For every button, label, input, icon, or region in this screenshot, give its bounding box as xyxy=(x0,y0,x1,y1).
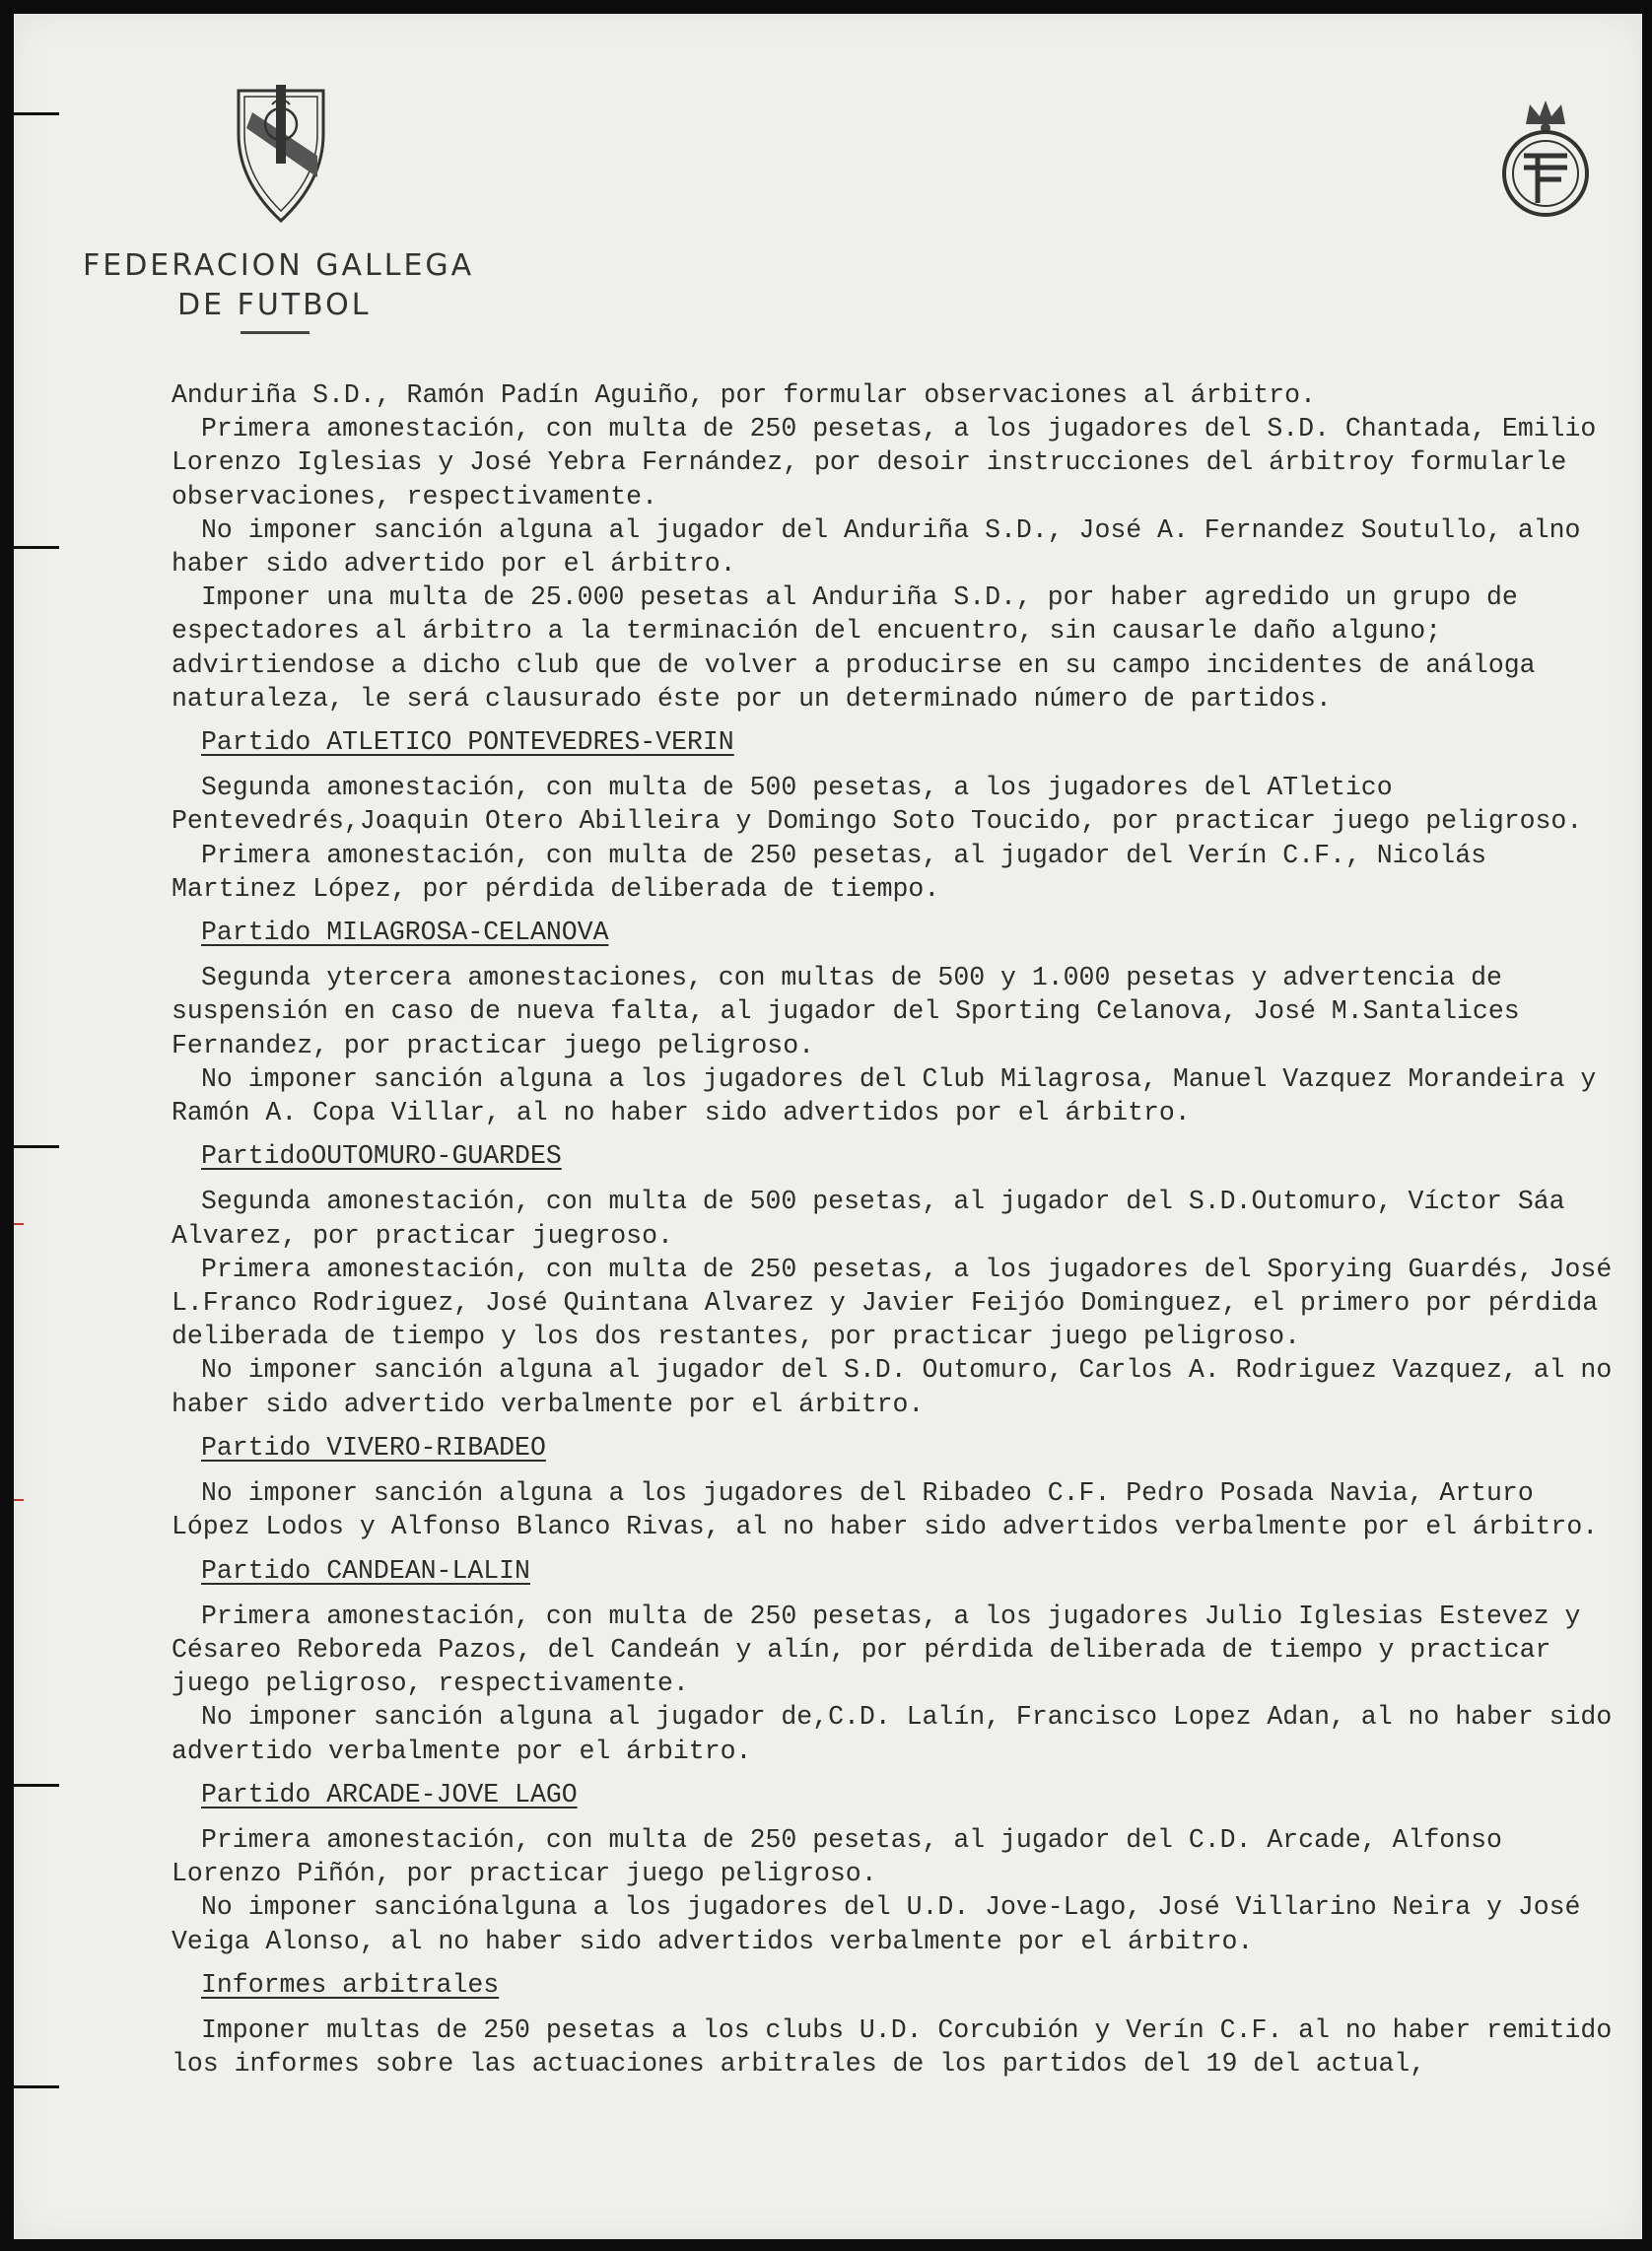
binder-mark xyxy=(14,112,59,115)
paragraph: No imponer sanción alguna al jugador de,C.D. Lalín, Francisco Lopez Adan, al no haber sido advertido verbalmente por el árbitro. xyxy=(172,1702,1613,1766)
section-heading: Partido CANDEAN-LALIN xyxy=(201,1555,530,1586)
section-milagrosa-celanova xyxy=(172,906,1620,1129)
federation-name-line-1: FEDERACION GALLEGA xyxy=(83,248,475,283)
paragraph: Segunda amonestación, con multa de 500 pesetas, a los jugadores del ATletico Pentevedrés,Joaquin Otero Abilleira y Domingo Soto Toucido, por practicar juego peligroso. xyxy=(172,773,1583,837)
paragraph: Imponer multas de 250 pesetas a los clubs U.D. Corcubión y Verín C.F. al no haber remitido los informes sobre las actuaciones arbitrales de los partidos del 19 del actual, xyxy=(172,2014,1613,2080)
paragraph: No imponer sanciónalguna a los jugadores del U.D. Jove-Lago, José Villarino Neira y José Veiga Alonso, al no haber sido advertidos verbalmente por el árbitro. xyxy=(172,1892,1581,1956)
binder-mark xyxy=(14,2085,59,2088)
section-informes-arbitrales xyxy=(172,1958,1620,2081)
federation-shield-icon xyxy=(233,83,329,226)
paragraph: No imponer sanción alguna a los jugadores del Ribadeo C.F. Pedro Posada Navia, Arturo López Lodos y Alfonso Blanco Rivas, al no haber sido advertidos verbalmente por el árbitro. xyxy=(172,1478,1599,1542)
section-outomuro-guardes xyxy=(172,1129,1620,1421)
binder-mark xyxy=(14,546,59,549)
section-heading: Partido ARCADE-JOVE LAGO xyxy=(201,1779,578,1809)
paragraph: No imponer sanción alguna a los jugadores del Club Milagrosa, Manuel Vazquez Morandeira y Ramón A. Copa Villar, al no haber sido advertidos por el árbitro. xyxy=(172,1063,1597,1128)
paragraph: No imponer sanción alguna al jugador del S.D. Outomuro, Carlos A. Rodriguez Vazquez, al no haber sido advertido verbalmente por el árbitro. xyxy=(172,1355,1613,1419)
federation-name xyxy=(83,246,497,325)
paragraph: Imponer una multa de 25.000 pesetas al Anduriña S.D., por haber agredido un grupo de espectadores al árbitro a la terminación del encuentro, sin causarle daño alguno; advirtiendose a dicho club que de volver a producirse en su campo incidentes de análoga naturaleza, le será clausurado éste por un determinado número de partidos. xyxy=(172,582,1536,714)
section-vivero-ribadeo xyxy=(172,1421,1620,1544)
binder-mark xyxy=(14,1784,59,1787)
section-heading: Partido VIVERO-RIBADEO xyxy=(201,1432,546,1463)
document-body xyxy=(172,378,1620,2080)
section-candean-lalin xyxy=(172,1544,1620,1768)
paragraph: No imponer sanción alguna al jugador del Anduriña S.D., José A. Fernandez Soutullo, alno haber sido advertido por el árbitro. xyxy=(172,514,1581,580)
paragraph: Primera amonestación, con multa de 250 pesetas, a los jugadores del S.D. Chantada, Emilio Lorenzo Iglesias y José Yebra Fernández, por desoir instrucciones del árbitroy formularle observaciones, respectivamente. xyxy=(172,414,1597,512)
paragraph: Primera amonestación, con multa de 250 pesetas, a los jugadores del Sporying Guardés, José L.Franco Rodriguez, José Quintana Alvarez y Javier Feijóo Dominguez, el primero por pérdida deliberada de tiempo y los dos restantes, por practicar juego peligroso. xyxy=(172,1254,1613,1352)
section-atletico-pontevedres-verin xyxy=(172,716,1620,906)
margin-tick xyxy=(14,1223,24,1225)
paragraph: Primera amonestación, con multa de 250 pesetas, a los jugadores Julio Iglesias Estevez y Césareo Reboreda Pazos, del Candeán y alín, por pérdida deliberada de tiempo y practicar juego peligroso, respectivamente. xyxy=(172,1601,1581,1699)
paragraph: Primera amonestación, con multa de 250 pesetas, al jugador del Verín C.F., Nicolás Martinez López, por pérdida deliberada de tiempo. xyxy=(172,840,1487,904)
section-heading: Partido ATLETICO PONTEVEDRES-VERIN xyxy=(201,727,734,758)
header-divider xyxy=(241,331,310,334)
document-page xyxy=(14,14,1642,2239)
section-heading: Partido MILAGROSA-CELANOVA xyxy=(201,918,609,948)
paragraph: Segunda ytercera amonestaciones, con multas de 500 y 1.000 pesetas y advertencia de suspensión en caso de nueva falta, al jugador del Sporting Celanova, José M.Santalices Fernandez, por practicar juego peligroso. xyxy=(172,963,1520,1060)
binder-mark xyxy=(14,1145,59,1148)
section-arcade-jove-lago xyxy=(172,1768,1620,1958)
section-heading: PartidoOUTOMURO-GUARDES xyxy=(201,1141,562,1172)
margin-tick xyxy=(14,1499,24,1501)
paragraph: Primera amonestación, con multa de 250 pesetas, al jugador del C.D. Arcade, Alfonso Lorenzo Piñón, por practicar juego peligroso. xyxy=(172,1824,1502,1889)
paragraph: Anduriña S.D., Ramón Padín Aguiño, por formular observaciones al árbitro. xyxy=(172,380,1316,410)
paragraph: Segunda amonestación, con multa de 500 pesetas, al jugador del S.D.Outomuro, Víctor Sáa Alvarez, por practicar juegroso. xyxy=(172,1187,1565,1251)
federation-name-line-2: DE FUTBOL xyxy=(177,288,372,322)
royal-federation-crest-icon xyxy=(1498,95,1593,221)
section-heading: Informes arbitrales xyxy=(201,1969,500,2000)
